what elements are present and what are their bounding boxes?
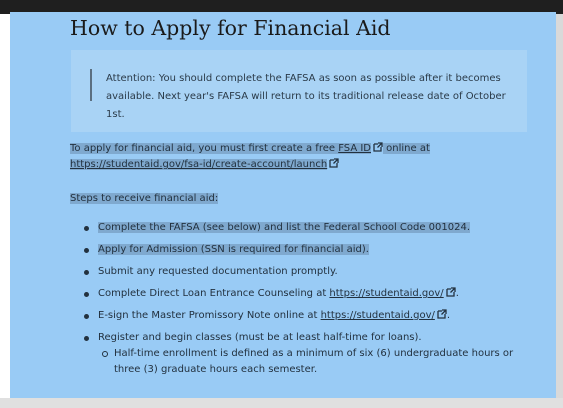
sub-step-line-1: Half-time enrollment is defined as a minimum of six (6) undergraduate hours or <box>114 348 514 359</box>
steps-heading-text: Steps to receive financial aid: <box>70 193 219 204</box>
list-item: E-sign the Master Promissory Note online at https://studentaid.gov/ . <box>70 308 513 324</box>
step-text: Submit any requested documentation promptly. <box>98 266 338 277</box>
external-link-icon[interactable] <box>373 142 383 152</box>
callout-line-2: available. Next year's FAFSA will return to its traditional release date of October 1st. <box>106 91 506 120</box>
external-link-icon[interactable] <box>446 287 456 297</box>
step-text: Register and begin classes (must be at least half-time for loans). <box>98 332 422 343</box>
callout-text <box>106 70 526 124</box>
page-title: How to Apply for Financial Aid <box>70 16 391 40</box>
list-item <box>70 330 513 346</box>
callout-line-1: Attention: You should complete the FAFSA as soon as possible after it becomes <box>106 73 501 84</box>
steps-heading <box>70 191 218 207</box>
step-text: Complete Direct Loan Entrance Counseling at <box>98 288 330 299</box>
callout-accent-bar <box>90 69 92 101</box>
scrollbar-track[interactable] <box>556 14 563 408</box>
list-item <box>70 264 513 280</box>
external-link-icon[interactable] <box>329 158 339 168</box>
studentaid-link[interactable]: https://studentaid.gov/ <box>329 288 444 299</box>
sub-list-item <box>70 346 513 378</box>
intro-paragraph <box>70 141 430 173</box>
step-text: Apply for Admission (SSN is required for financial aid). <box>98 244 369 255</box>
step-text: Complete the FAFSA (see below) and list the Federal School Code 001024. <box>98 222 471 233</box>
step-text: E-sign the Master Promissory Note online at <box>98 310 321 321</box>
content-page <box>10 12 556 398</box>
external-link-icon[interactable] <box>437 309 447 319</box>
bottom-edge <box>0 398 563 408</box>
attention-callout <box>71 50 527 132</box>
list-item: Complete Direct Loan Entrance Counseling at https://studentaid.gov/ . <box>70 286 513 302</box>
fsa-id-url-link[interactable]: https://studentaid.gov/fsa-id/create-account/launch <box>70 159 328 170</box>
studentaid-link[interactable]: https://studentaid.gov/ <box>320 310 435 321</box>
intro-text-before: To apply for financial aid, you must first create a free <box>70 143 339 154</box>
sub-step-line-2: three (3) graduate hours each semester. <box>114 364 318 375</box>
steps-list <box>70 220 513 378</box>
fsa-id-link[interactable]: FSA ID <box>338 143 371 154</box>
list-item <box>70 220 513 236</box>
intro-text-after: online at <box>382 143 430 154</box>
list-item <box>70 242 513 258</box>
